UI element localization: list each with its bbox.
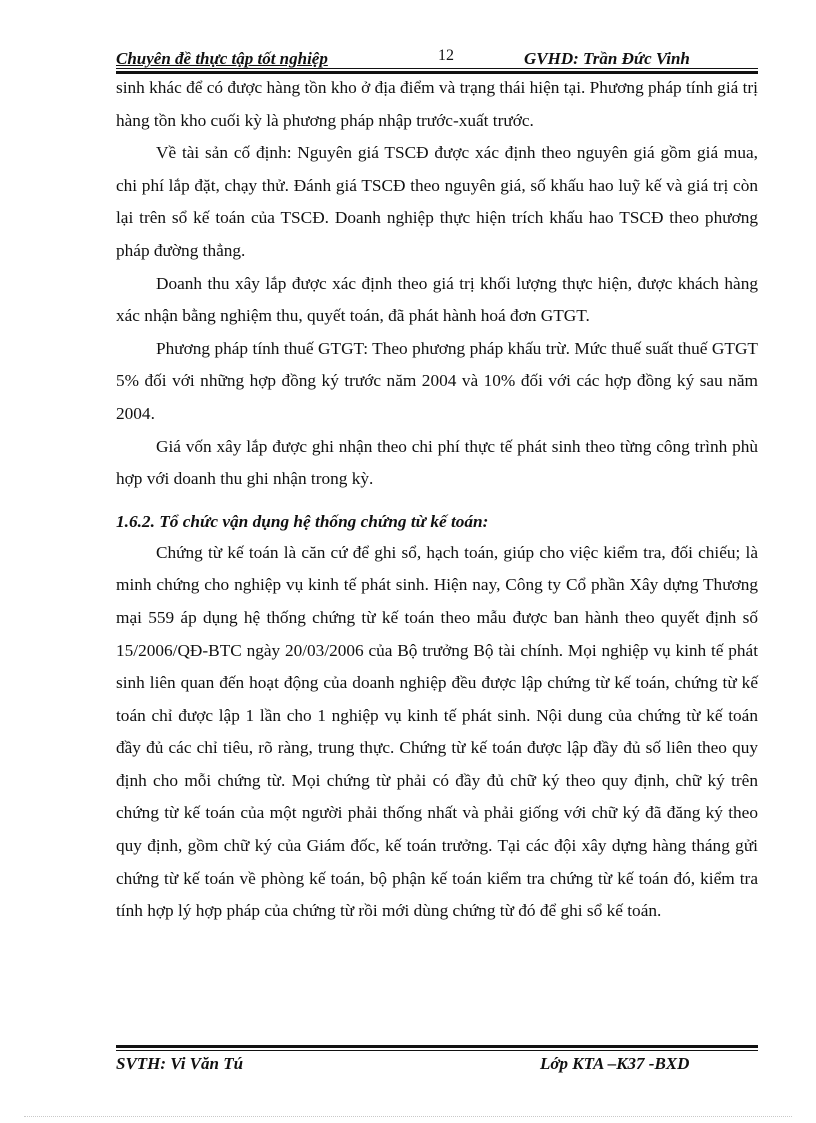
- paragraph-inventory: sinh khác để có được hàng tồn kho ở địa điểm và trạng thái hiện tại. Phương pháp tính giá trị hàng tồn kho cuối kỳ là phương pháp nhập trước-xuất trước.: [116, 78, 758, 130]
- paragraph-fixed-assets: Về tài sản cố định: Nguyên giá TSCĐ được xác định theo nguyên giá gồm giá mua, chi phí lắp đặt, chạy thử. Đánh giá TSCĐ theo nguyên giá, số khấu hao luỹ kế và giá trị còn lại trên sổ kế toán của TSCĐ. Doanh nghiệp thực hiện trích khấu hao TSCĐ theo phương pháp đường thẳng.: [116, 143, 758, 260]
- document-body: [116, 72, 758, 928]
- footer-rule-thick: [116, 1045, 758, 1048]
- paragraph-vouchers: Chứng từ kế toán là căn cứ để ghi sổ, hạch toán, giúp cho việc kiểm tra, đối chiếu; là minh chứng cho nghiệp vụ kinh tế phát sinh. Hiện nay, Công ty Cổ phần Xây dựng Thương mại 559 áp dụng hệ thống chứng từ kế toán theo mẫu được ban hành theo quyết định số 15/2006/QĐ-BTC ngày 20/03/2006 của Bộ trưởng Bộ tài chính. Mọi nghiệp vụ kinh tế phát sinh liên quan đến hoạt động của doanh nghiệp đều được lập chứng từ kế toán, chứng từ kế toán chỉ được lập 1 lần cho 1 nghiệp vụ kinh tế phát sinh. Nội dung của chứng từ kế toán đầy đủ các chỉ tiêu, rõ ràng, trung thực. Chứng từ kế toán được lập đầy đủ số liên theo quy định cho mỗi chứng từ. Mọi chứng từ phải có đầy đủ chữ ký theo quy định, chữ ký trên chứng từ kế toán của một người phải thống nhất và phải giống với chữ ký đã đăng ký theo quy định, gồm chữ ký của Giám đốc, kế toán trưởng. Tại các đội xây dựng hàng tháng gửi chứng từ kế toán về phòng kế toán, bộ phận kế toán kiểm tra chứng từ kế toán đó, kiểm tra tính hợp lý hợp pháp của chứng từ rồi mới dùng chứng từ đó để ghi sổ kế toán.: [116, 542, 758, 921]
- section-heading: 1.6.2. Tổ chức vận dụng hệ thống chứng từ kế toán:: [116, 511, 489, 531]
- header-rule-thin: [116, 68, 758, 69]
- paragraph-revenue: Doanh thu xây lắp được xác định theo giá trị khối lượng thực hiện, được khách hàng xác nhận bằng nghiệm thu, quyết toán, đã phát hành hoá đơn GTGT.: [116, 273, 758, 326]
- footer-rule-thin: [116, 1050, 758, 1051]
- paragraph-vat: Phương pháp tính thuế GTGT: Theo phương pháp khấu trừ. Mức thuế suất thuế GTGT 5% đối với những hợp đồng ký trước năm 2004 và 10% đối với các hợp đồng ký sau năm 2004.: [116, 338, 758, 423]
- page-number: 12: [438, 47, 454, 64]
- page-footer: [116, 1054, 758, 1080]
- header-title: Chuyên đề thực tập tốt nghiệp: [116, 49, 328, 68]
- header-supervisor: GVHD: Trần Đức Vinh: [524, 49, 690, 68]
- page-header: [116, 44, 758, 70]
- footer-student: SVTH: Vi Văn Tú: [116, 1054, 244, 1073]
- paragraph-cost: Giá vốn xây lắp được ghi nhận theo chi phí thực tế phát sinh theo từng công trình phù hợp với doanh thu ghi nhận trong kỳ.: [116, 436, 758, 489]
- page-bottom-border: [24, 1116, 792, 1117]
- footer-class: Lớp KTA –K37 -BXD: [540, 1054, 690, 1073]
